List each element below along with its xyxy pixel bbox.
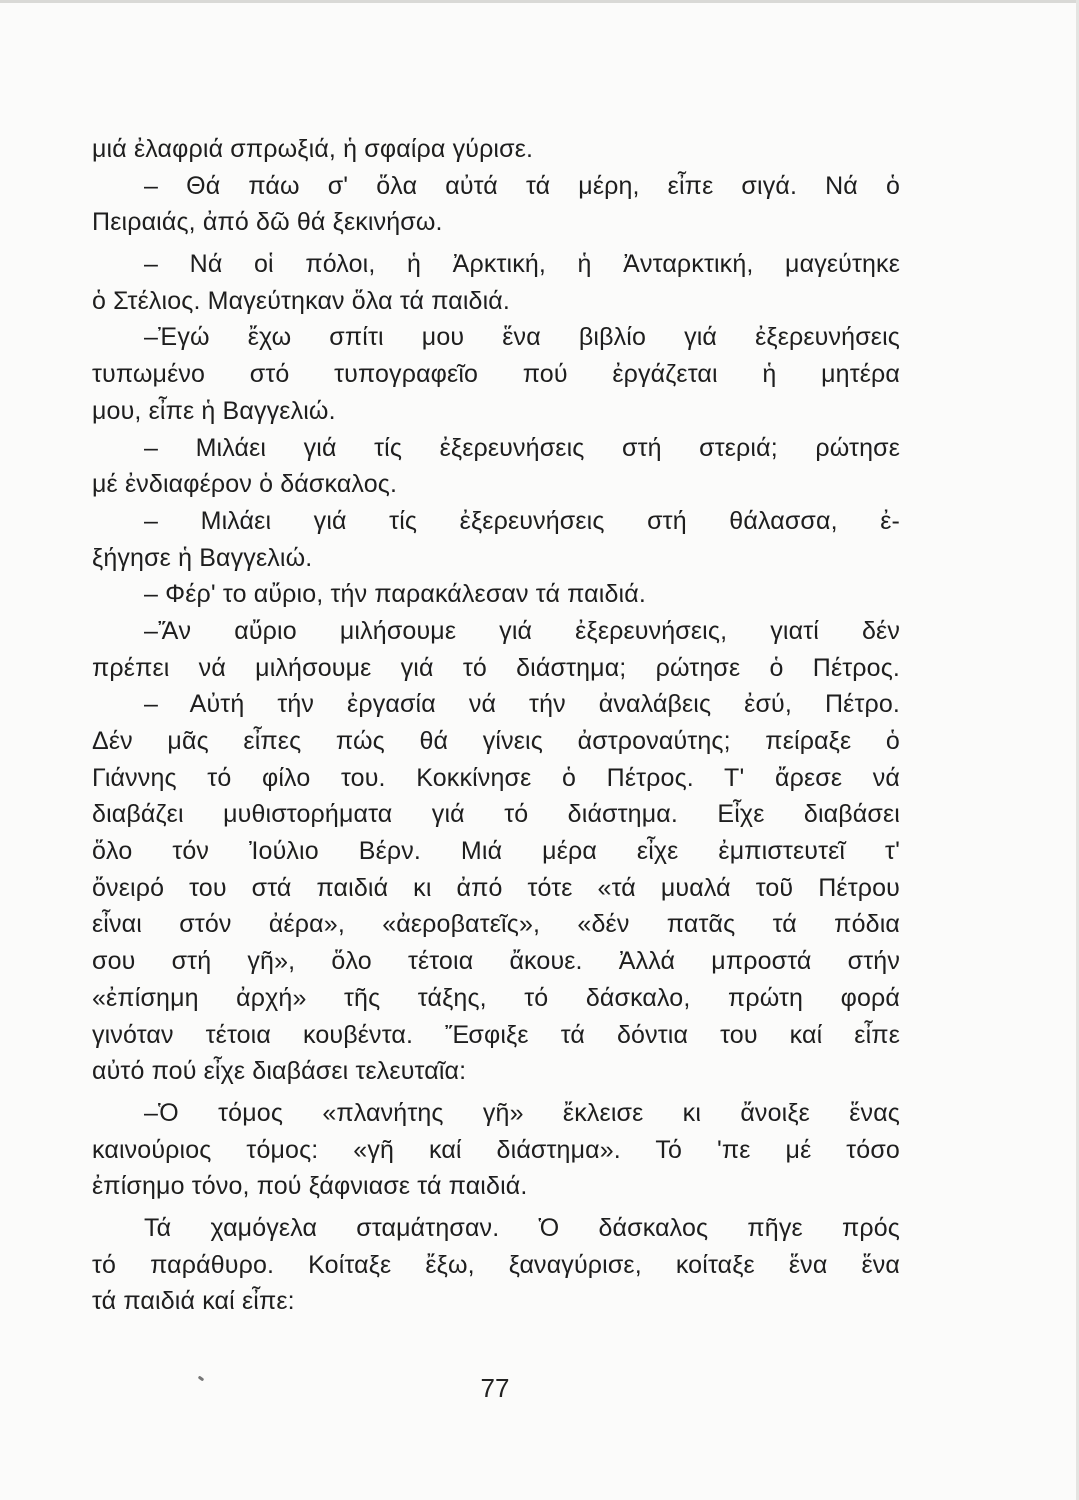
text-line: Δέν μᾶς εἶπες πώς θά γίνεις ἀστροναύτης; πείραξε ὁ [92,727,900,755]
text-line: πρέπει νά μιλήσουμε γιά τό διάστημα; ρώτησε ὁ Πέτρος. [92,653,900,682]
text-line: – Μιλάει γιά τίς ἐξερευνήσεις στή θάλασσα, ἐ- [144,506,900,535]
text-line: –Ὁ τόμος «πλανήτης γῆ» ἔκλεισε κι ἄνοιξε ἕνας [144,1098,900,1127]
body-text [92,131,900,1320]
text-line: τυπωμένο στό τυπογραφεῖο πού ἐργάζεται ἡ μητέρα [92,360,900,389]
text-line: ὅλο τόν Ἰούλιο Βέρν. Μιά μέρα εἶχε ἐμπιστευτεῖ τ' [92,837,900,866]
text-line: –Ἐγώ ἔχω σπίτι μου ἕνα βιβλίο γιά ἐξερευνήσεις [144,323,900,352]
scan-speck [198,1376,205,1382]
text-line: –Ἄν αὔριο μιλήσουμε γιά ἐξερευνήσεις, γιατί δέν [144,616,900,645]
text-line: μέ ἐνδιαφέρον ὁ δάσκαλος. [92,470,398,499]
text-line: – Αὐτή τήν ἐργασία νά τήν ἀναλάβεις ἐσύ, Πέτρο. [144,690,900,719]
text-line: – Μιλάει γιά τίς ἐξερευνήσεις στή στεριά; ρώτησε [144,433,900,462]
text-line: Τά χαμόγελα σταμάτησαν. Ὁ δάσκαλος πῆγε πρός [144,1213,900,1242]
text-line: ἐπίσημο τόνο, πού ξάφνιασε τά παιδιά. [92,1172,528,1201]
text-line: αὐτό πού εἶχε διαβάσει τελευταῖα: [92,1057,467,1086]
text-line: σου στή γῆ», ὅλο τέτοια ἄκουε. Ἀλλά μπροστά στήν [92,947,900,976]
text-line: Πειραιάς, ἀπό δῶ θά ξεκινήσω. [92,208,443,237]
text-line: καινούριος τόμος: «γῆ καί διάστημα». Τό 'πε μέ τόσο [92,1135,900,1164]
text-line: γινόταν τέτοια κουβέντα. Ἔσφιξε τά δόντια του καί εἶπε [92,1020,900,1049]
text-line: «ἐπίσημη ἀρχή» τῆς τάξης, τό δάσκαλο, πρώτη φορά [92,983,900,1012]
text-line: διαβάζει μυθιστορήματα γιά τό διάστημα. Εἶχε διαβάσει [92,800,900,829]
text-line: – Νά οἱ πόλοι, ἡ Ἀρκτική, ἡ Ἀνταρκτική, μαγεύτηκε [144,250,900,279]
text-line: μου, εἶπε ἡ Βαγγελιώ. [92,396,336,425]
text-line: ὁ Στέλιος. Μαγεύτηκαν ὅλα τά παιδιά. [92,286,511,315]
scan-edge-top [0,0,1079,3]
text-line: – Θά πάω σ' ὅλα αὐτά τά μέρη, εἶπε σιγά. Νά ὁ [144,171,900,200]
text-line: τό παράθυρο. Κοίταξε ἔξω, ξαναγύρισε, κοίταξε ἕνα ἕνα [92,1250,900,1279]
text-line: τά παιδιά καί εἶπε: [92,1287,295,1316]
page-number: 77 [480,1373,510,1403]
text-line: Γιάννης τό φίλο του. Κοκκίνησε ὁ Πέτρος. Τ' ἄρεσε νά [92,763,900,792]
text-line: εἶναι στόν ἀέρα», «ἀεροβατεῖς», «δέν πατᾶς τά πόδια [92,910,900,939]
text-line: μιά ἐλαφριά σπρωξιά, ἡ σφαίρα γύρισε. [92,135,534,163]
text-line: ὄνειρό του στά παιδιά κι ἀπό τότε «τά μυαλά τοῦ Πέτρου [92,873,900,902]
text-line: ξήγησε ἡ Βαγγελιώ. [92,543,313,572]
text-line: – Φέρ' το αὔριο, τήν παρακάλεσαν τά παιδιά. [144,580,646,609]
